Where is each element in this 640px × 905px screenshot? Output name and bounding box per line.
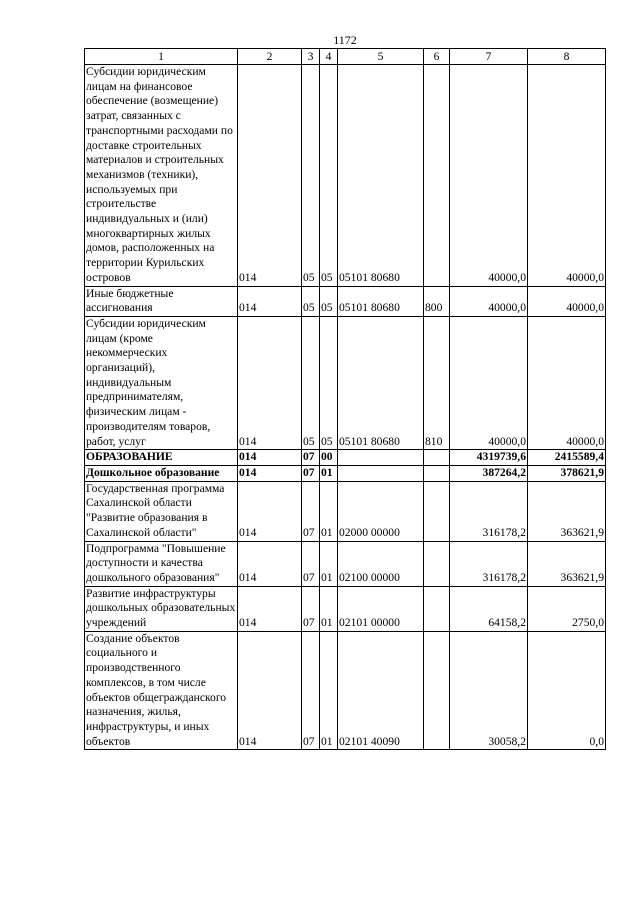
page-number: 1172: [333, 33, 357, 47]
row-section: 05: [302, 286, 320, 316]
table-header-row: [85, 49, 606, 65]
column-header: 4: [320, 49, 338, 65]
row-name: Развитие инфраструктуры дошкольных образовательных учреждений: [85, 586, 238, 631]
row-sum-2: 40000,0: [528, 65, 606, 287]
row-expense-type: [424, 586, 450, 631]
table-row: [85, 541, 606, 586]
row-sum-1: 40000,0: [450, 65, 528, 287]
table-row: [85, 450, 606, 466]
row-sum-1: 316178,2: [450, 541, 528, 586]
row-sum-1: 316178,2: [450, 481, 528, 541]
row-sum-1: 4319739,6: [450, 450, 528, 466]
row-grbs: 014: [238, 65, 302, 287]
row-expense-type: [424, 450, 450, 466]
row-section: 07: [302, 450, 320, 466]
row-sum-2: 363621,9: [528, 481, 606, 541]
row-section: 05: [302, 316, 320, 449]
row-sum-2: 2750,0: [528, 586, 606, 631]
row-subsection: 01: [320, 481, 338, 541]
column-header: 3: [302, 49, 320, 65]
row-section: 07: [302, 465, 320, 481]
row-expense-type: [424, 65, 450, 287]
row-grbs: 014: [238, 465, 302, 481]
table-row: [85, 65, 606, 287]
row-expense-type: [424, 541, 450, 586]
row-subsection: 01: [320, 465, 338, 481]
column-header: 7: [450, 49, 528, 65]
row-section: 07: [302, 631, 320, 750]
row-target-code: 02100 00000: [338, 541, 424, 586]
row-grbs: 014: [238, 631, 302, 750]
row-sum-1: 64158,2: [450, 586, 528, 631]
row-name: Подпрограмма "Повышение доступности и качества дошкольного образования": [85, 541, 238, 586]
row-expense-type: [424, 481, 450, 541]
row-target-code: [338, 450, 424, 466]
row-sum-2: 40000,0: [528, 286, 606, 316]
row-target-code: 02101 00000: [338, 586, 424, 631]
row-expense-type: [424, 631, 450, 750]
row-subsection: 05: [320, 286, 338, 316]
row-sum-1: 387264,2: [450, 465, 528, 481]
row-name: Субсидии юридическим лицам на финансовое обеспечение (возмещение) затрат, связанных с транспортными расходами по доставке строительных материалов и строительных механизмов (техники), используемых при строительстве индивидуальных и (или) многоквартирных жилых домов, расположенных на территории Курильских островов: [85, 65, 238, 287]
table-row: [85, 316, 606, 449]
table-row: [85, 631, 606, 750]
row-section: 05: [302, 65, 320, 287]
row-subsection: 05: [320, 65, 338, 287]
row-section: 07: [302, 541, 320, 586]
row-sum-2: 40000,0: [528, 316, 606, 449]
column-header: 6: [424, 49, 450, 65]
row-section: 07: [302, 586, 320, 631]
row-subsection: 00: [320, 450, 338, 466]
row-sum-1: 40000,0: [450, 316, 528, 449]
row-name: Государственная программа Сахалинской области "Развитие образования в Сахалинской области": [85, 481, 238, 541]
row-target-code: [338, 465, 424, 481]
row-subsection: 01: [320, 586, 338, 631]
row-name: Дошкольное образование: [85, 465, 238, 481]
row-grbs: 014: [238, 586, 302, 631]
row-expense-type: 810: [424, 316, 450, 449]
row-grbs: 014: [238, 286, 302, 316]
row-name: Создание объектов социального и производственного комплексов, в том числе объектов общегражданского назначения, жилья, инфраструктуры, и иных объектов: [85, 631, 238, 750]
row-grbs: 014: [238, 316, 302, 449]
row-name: ОБРАЗОВАНИЕ: [85, 450, 238, 466]
row-section: 07: [302, 481, 320, 541]
row-target-code: 02000 00000: [338, 481, 424, 541]
column-header: 2: [238, 49, 302, 65]
row-expense-type: 800: [424, 286, 450, 316]
row-target-code: 05101 80680: [338, 316, 424, 449]
row-subsection: 01: [320, 631, 338, 750]
row-target-code: 05101 80680: [338, 65, 424, 287]
row-sum-2: 2415589,4: [528, 450, 606, 466]
row-name: Иные бюджетные ассигнования: [85, 286, 238, 316]
row-grbs: 014: [238, 481, 302, 541]
row-sum-2: 363621,9: [528, 541, 606, 586]
column-header: 1: [85, 49, 238, 65]
table-row: [85, 481, 606, 541]
row-name: Субсидии юридическим лицам (кроме некоммерческих организаций), индивидуальным предпринимателям, физическим лицам - производителям товаров, работ, услуг: [85, 316, 238, 449]
row-subsection: 01: [320, 541, 338, 586]
row-subsection: 05: [320, 316, 338, 449]
budget-table: [84, 48, 606, 750]
table-row: [85, 465, 606, 481]
row-target-code: 05101 80680: [338, 286, 424, 316]
column-header: 8: [528, 49, 606, 65]
row-sum-1: 40000,0: [450, 286, 528, 316]
row-target-code: 02101 40090: [338, 631, 424, 750]
row-grbs: 014: [238, 450, 302, 466]
table-row: [85, 286, 606, 316]
row-sum-2: 378621,9: [528, 465, 606, 481]
row-sum-2: 0,0: [528, 631, 606, 750]
row-sum-1: 30058,2: [450, 631, 528, 750]
row-expense-type: [424, 465, 450, 481]
table-row: [85, 586, 606, 631]
column-header: 5: [338, 49, 424, 65]
row-grbs: 014: [238, 541, 302, 586]
